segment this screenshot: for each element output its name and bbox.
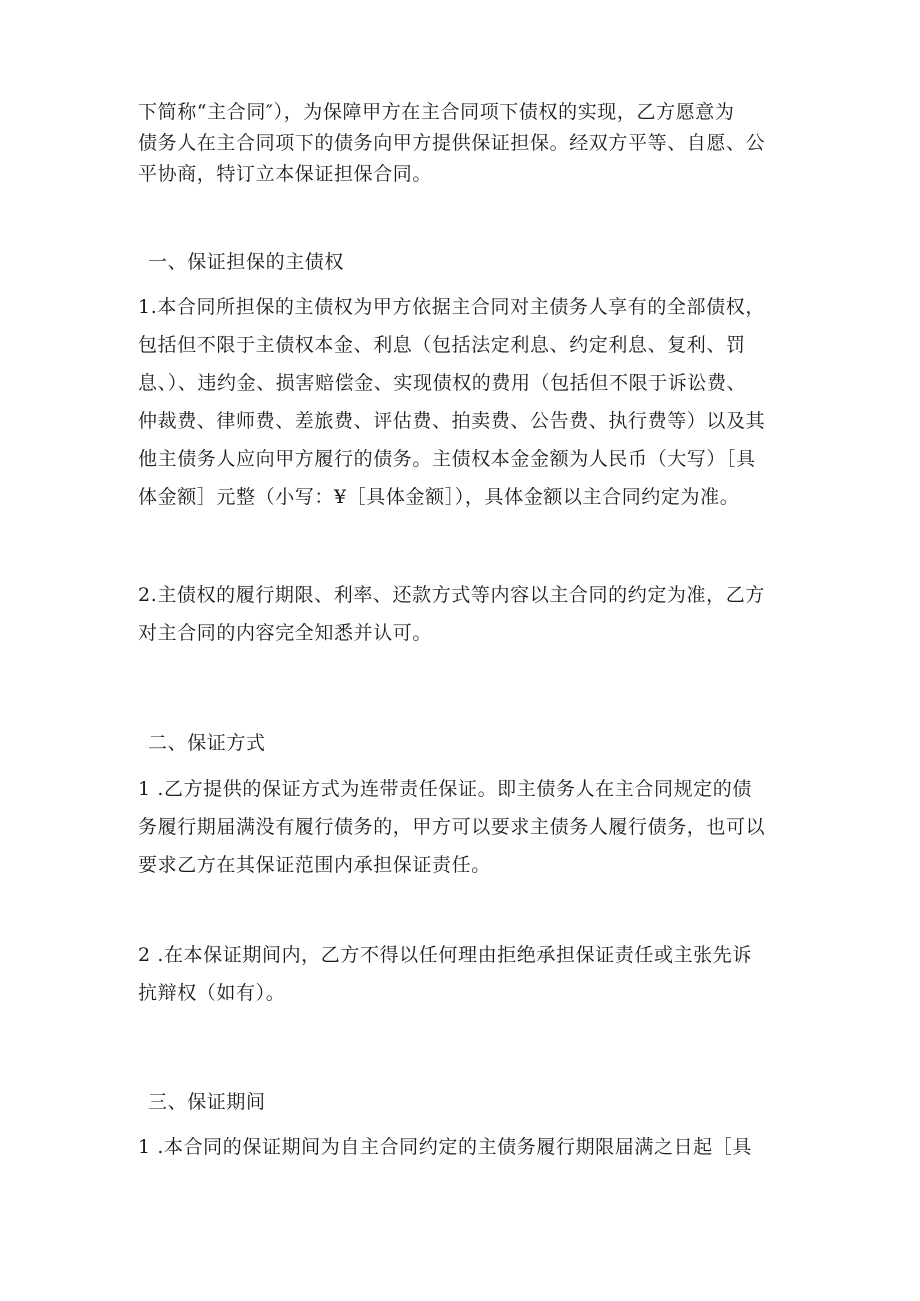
section-heading-1: 一、保证担保的主债权: [148, 251, 345, 273]
paragraph-line: 1 .乙方提供的保证方式为连带责任保证。即主债务人在主合同规定的债: [138, 778, 752, 800]
paragraph-line: 1 .本合同的保证期间为自主合同约定的主债务履行期限届满之日起［具: [138, 1136, 752, 1158]
paragraph-line: 2 .在本保证期间内，乙方不得以任何理由拒绝承担保证责任或主张先诉: [138, 944, 752, 966]
section-2-paragraph-1: [138, 770, 788, 884]
paragraph-line: 体金额］元整（小写：¥［具体金额］），具体金额以主合同约定为准。: [138, 486, 740, 508]
paragraph-line: 务履行期届满没有履行债务的，甲方可以要求主债务人履行债务，也可以: [138, 816, 766, 838]
intro-line: 债务人在主合同项下的债务向甲方提供保证担保。经双方平等、自愿、公: [138, 132, 766, 154]
paragraph-line: 包括但不限于主债权本金、利息（包括法定利息、约定利息、复利、罚: [138, 334, 746, 356]
section-1-paragraph-1: [138, 288, 788, 516]
section-heading-3: 三、保证期间: [148, 1091, 266, 1113]
paragraph-line: 1.本合同所担保的主债权为甲方依据主合同对主债务人享有的全部债权，: [138, 296, 765, 318]
section-2-paragraph-2: [138, 936, 788, 1012]
section-heading-2: 二、保证方式: [148, 732, 266, 754]
paragraph-line: 仲裁费、律师费、差旅费、评估费、拍卖费、公告费、执行费等）以及其: [138, 410, 766, 432]
intro-paragraph: [138, 97, 788, 190]
intro-line: 平协商，特订立本保证担保合同。: [138, 163, 433, 185]
paragraph-line: 抗辩权（如有）。: [138, 982, 286, 1004]
paragraph-line: 息、）、违约金、损害赔偿金、实现债权的费用（包括但不限于诉讼费、: [138, 372, 747, 394]
section-1-paragraph-2: [138, 576, 788, 652]
section-3-paragraph-1: [138, 1128, 788, 1166]
intro-line: 下简称“主合同″），为保障甲方在主合同项下债权的实现，乙方愿意为: [138, 101, 735, 123]
paragraph-line: 2.主债权的履行期限、利率、还款方式等内容以主合同的约定为准，乙方: [138, 584, 765, 606]
paragraph-line: 他主债务人应向甲方履行的债务。主债权本金金额为人民币（大写）［具: [138, 448, 756, 470]
paragraph-line: 对主合同的内容完全知悉并认可。: [138, 622, 433, 644]
paragraph-line: 要求乙方在其保证范围内承担保证责任。: [138, 854, 491, 876]
